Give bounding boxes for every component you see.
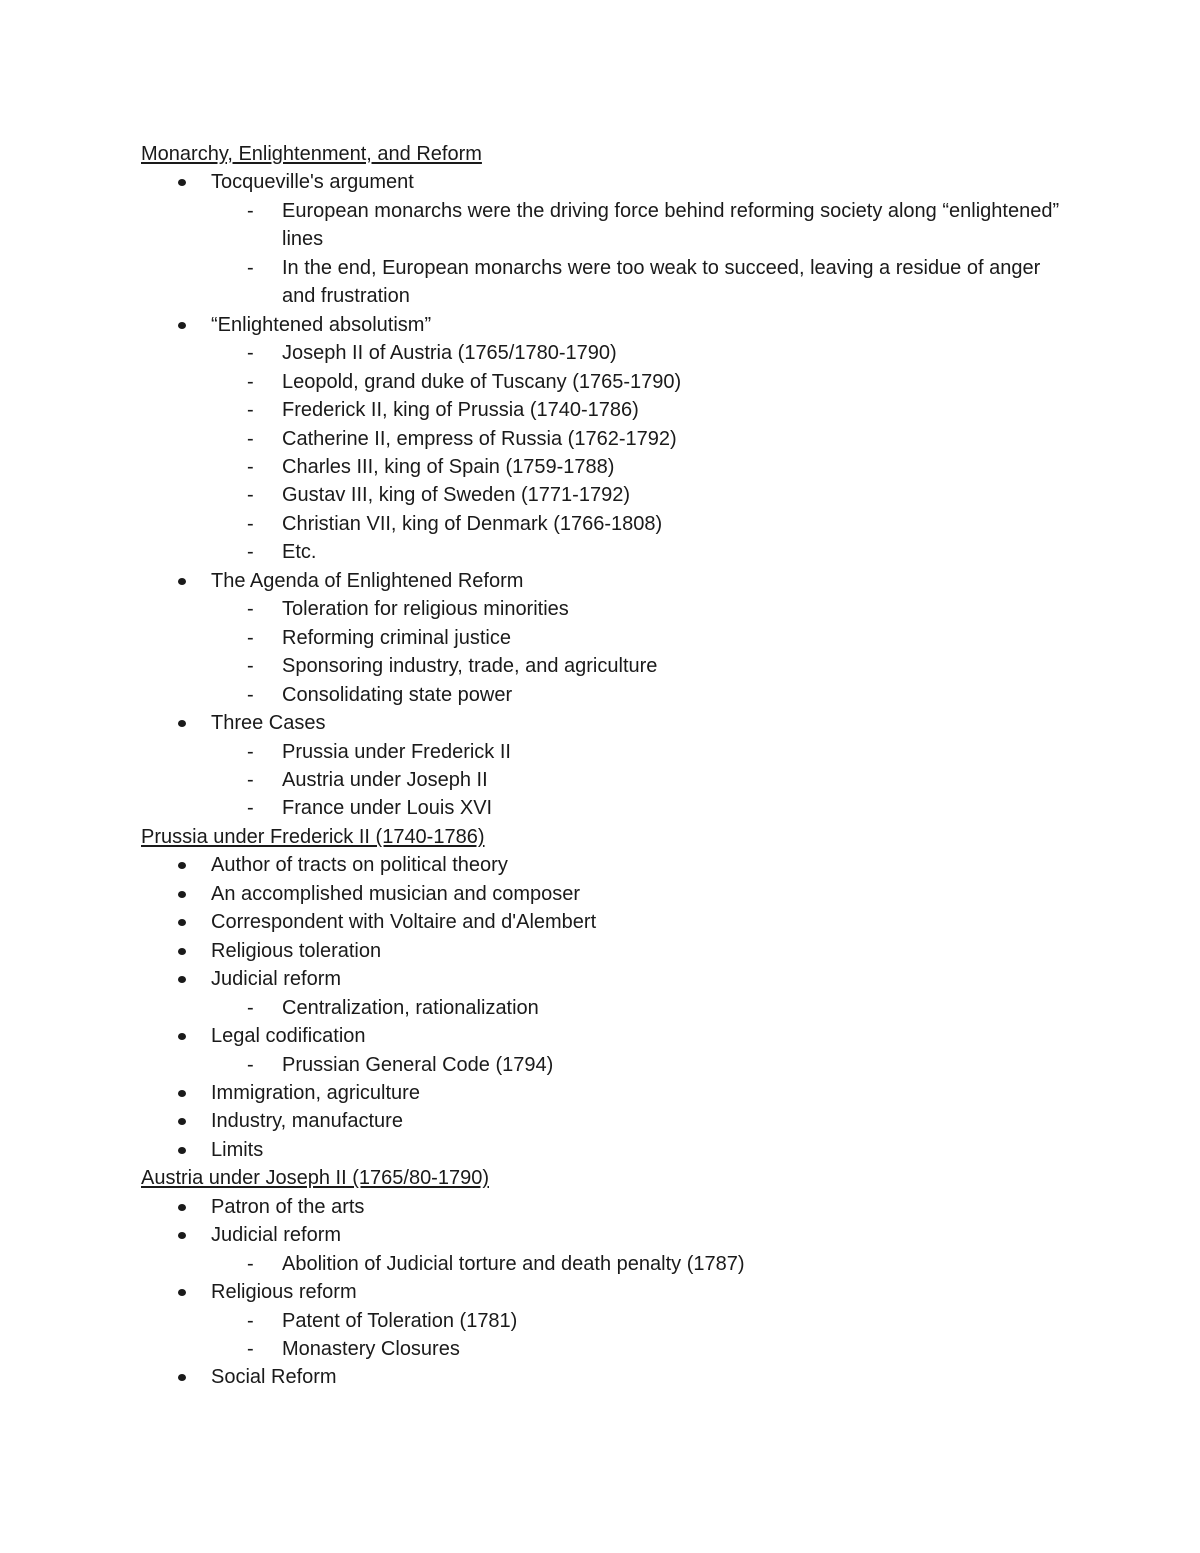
dash-icon: - — [247, 399, 254, 422]
dash-icon: - — [247, 512, 254, 535]
sub-item-text: Centralization, rationalization — [282, 996, 539, 1019]
sub-item-text: Austria under Joseph II — [282, 768, 488, 791]
bullet-item — [141, 1221, 1061, 1278]
sub-item-text: Frederick II, king of Prussia (1740-1786) — [282, 399, 639, 422]
bullet-item — [141, 880, 1061, 908]
bullet-icon — [178, 1118, 186, 1125]
sub-item-text: Prussia under Frederick II — [282, 740, 511, 763]
notes-body — [141, 140, 1061, 1392]
section-heading: Monarchy, Enlightenment, and Reform — [141, 143, 482, 165]
bullet-text: Patron of the arts — [211, 1195, 365, 1218]
bullet-item — [141, 1079, 1061, 1107]
sub-item — [211, 738, 1061, 766]
bullet-text: Judicial reform — [211, 1224, 342, 1247]
sub-item — [211, 652, 1061, 680]
dash-icon: - — [247, 199, 254, 222]
sub-item-text: Toleration for religious minorities — [282, 598, 569, 621]
section-heading: Austria under Joseph II (1765/80-1790) — [141, 1167, 489, 1190]
bullet-icon — [178, 948, 186, 955]
sub-item-text: Leopold, grand duke of Tuscany (1765-1790) — [282, 370, 682, 393]
bullet-item — [141, 965, 1061, 1022]
bullet-text: Tocqueville's argument — [211, 171, 414, 194]
bullet-text: Author of tracts on political theory — [211, 854, 508, 877]
sub-item-text: Catherine II, empress of Russia (1762-1792) — [282, 427, 677, 450]
bullet-text: Industry, manufacture — [211, 1110, 403, 1133]
dash-icon: - — [247, 1338, 254, 1361]
bullet-icon — [178, 322, 186, 329]
sub-item — [211, 510, 1061, 538]
section — [141, 823, 1061, 1164]
bullet-icon — [178, 720, 186, 727]
sub-item-text: Joseph II of Austria (1765/1780-1790) — [282, 342, 617, 365]
sub-item-text: Gustav III, king of Sweden (1771-1792) — [282, 484, 630, 507]
dash-icon: - — [247, 996, 254, 1019]
sub-list — [211, 994, 1061, 1022]
bullet-icon — [178, 179, 186, 186]
sub-item — [211, 681, 1061, 709]
bullet-text: “Enlightened absolutism” — [211, 313, 432, 336]
bullet-icon — [178, 1204, 186, 1211]
sub-item — [211, 254, 1061, 311]
sub-item — [211, 481, 1061, 509]
bullet-item — [141, 709, 1061, 823]
bullet-item — [141, 1136, 1061, 1164]
sub-item-text: France under Louis XVI — [282, 797, 493, 820]
bullet-item — [141, 851, 1061, 879]
dash-icon: - — [247, 541, 254, 564]
bullet-icon — [178, 1289, 186, 1296]
dash-icon: - — [247, 626, 254, 649]
dash-icon: - — [247, 455, 254, 478]
bullet-text: Three Cases — [211, 712, 326, 735]
bullet-icon — [178, 1374, 186, 1381]
sub-list — [211, 197, 1061, 311]
dash-icon: - — [247, 1309, 254, 1332]
sub-item — [211, 425, 1061, 453]
sub-item-text: Etc. — [282, 541, 317, 564]
dash-icon: - — [247, 256, 254, 279]
bullet-item — [141, 311, 1061, 567]
dash-icon: - — [247, 797, 254, 820]
section-heading: Prussia under Frederick II (1740-1786) — [141, 825, 485, 848]
sub-item — [211, 1335, 1061, 1363]
bullet-icon — [178, 1033, 186, 1040]
bullet-item — [141, 168, 1061, 310]
bullet-text: Immigration, agriculture — [211, 1081, 420, 1104]
dash-icon: - — [247, 342, 254, 365]
bullet-icon — [178, 578, 186, 585]
bullet-text: Judicial reform — [211, 968, 342, 991]
sub-list — [211, 595, 1061, 709]
dash-icon: - — [247, 427, 254, 450]
bullet-text: The Agenda of Enlightened Reform — [211, 569, 524, 592]
sub-list — [211, 1051, 1061, 1079]
sub-item — [211, 766, 1061, 794]
bullet-text: Legal codification — [211, 1025, 366, 1048]
sub-item-text: Christian VII, king of Denmark (1766-1808) — [282, 512, 663, 535]
bullet-text: Religious toleration — [211, 939, 382, 962]
bullet-item — [141, 1193, 1061, 1221]
bullet-text: Correspondent with Voltaire and d'Alembert — [211, 911, 597, 934]
bullet-item — [141, 937, 1061, 965]
dash-icon: - — [247, 740, 254, 763]
sub-item-text: Abolition of Judicial torture and death penalty (1787) — [282, 1252, 745, 1275]
bullet-icon — [178, 1147, 186, 1154]
bullet-text: Social Reform — [211, 1366, 337, 1389]
dash-icon: - — [247, 1252, 254, 1275]
sub-item — [211, 339, 1061, 367]
bullet-text: Limits — [211, 1138, 264, 1161]
bullet-list — [141, 1193, 1061, 1392]
sub-item-text: Charles III, king of Spain (1759-1788) — [282, 455, 615, 478]
dash-icon: - — [247, 683, 254, 706]
sub-item — [211, 1051, 1061, 1079]
sub-item-text: Consolidating state power — [282, 683, 513, 706]
bullet-item — [141, 908, 1061, 936]
bullet-icon — [178, 976, 186, 983]
sub-list — [211, 1307, 1061, 1364]
bullet-icon — [178, 891, 186, 898]
sub-item — [211, 368, 1061, 396]
sub-item — [211, 538, 1061, 566]
sub-item-text: Patent of Toleration (1781) — [282, 1309, 518, 1332]
bullet-list — [141, 168, 1061, 822]
sub-item — [211, 453, 1061, 481]
sub-item — [211, 197, 1061, 254]
sub-item — [211, 396, 1061, 424]
dash-icon: - — [247, 655, 254, 678]
dash-icon: - — [247, 1053, 254, 1076]
sub-item — [211, 1307, 1061, 1335]
sub-item-text: Reforming criminal justice — [282, 626, 511, 649]
bullet-item — [141, 1107, 1061, 1135]
section — [141, 1164, 1061, 1392]
bullet-list — [141, 851, 1061, 1164]
bullet-item — [141, 1022, 1061, 1079]
bullet-item — [141, 1363, 1061, 1391]
sub-item — [211, 595, 1061, 623]
dash-icon: - — [247, 768, 254, 791]
sub-item-text: In the end, European monarchs were too weak to succeed, leaving a residue of anger and frustration — [282, 256, 1041, 308]
bullet-text: An accomplished musician and composer — [211, 882, 581, 905]
bullet-icon — [178, 1090, 186, 1097]
sub-item — [211, 624, 1061, 652]
sub-item-text: Prussian General Code (1794) — [282, 1053, 554, 1076]
dash-icon: - — [247, 484, 254, 507]
bullet-icon — [178, 919, 186, 926]
sub-item — [211, 1250, 1061, 1278]
sub-item-text: Sponsoring industry, trade, and agriculture — [282, 655, 658, 678]
sub-item-text: Monastery Closures — [282, 1338, 460, 1361]
sub-list — [211, 339, 1061, 567]
bullet-icon — [178, 862, 186, 869]
dash-icon: - — [247, 598, 254, 621]
sub-item — [211, 794, 1061, 822]
bullet-item — [141, 1278, 1061, 1363]
bullet-text: Religious reform — [211, 1281, 357, 1304]
sub-item-text: European monarchs were the driving force behind reforming society along “enlightened” lines — [282, 199, 1060, 251]
section — [141, 140, 1061, 823]
sub-list — [211, 738, 1061, 823]
sub-item — [211, 994, 1061, 1022]
bullet-item — [141, 567, 1061, 709]
bullet-icon — [178, 1232, 186, 1239]
dash-icon: - — [247, 370, 254, 393]
sub-list — [211, 1250, 1061, 1278]
